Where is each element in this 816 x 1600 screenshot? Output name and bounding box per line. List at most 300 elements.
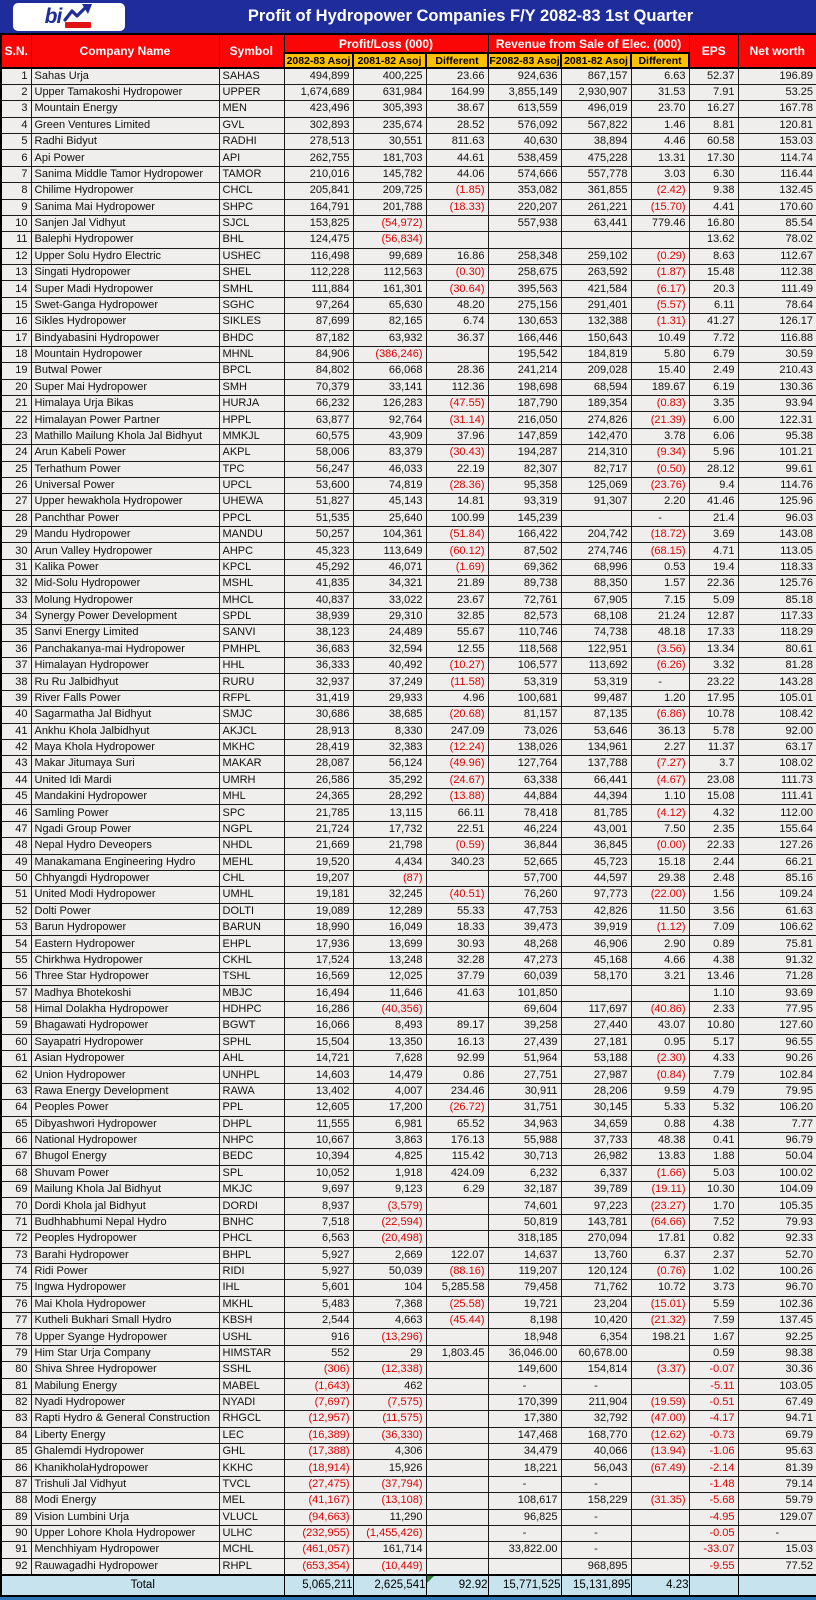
cell-rev-prev: 496,019 [561, 101, 631, 117]
cell-rev-cur: 924,636 [488, 68, 561, 84]
cell-symbol: HPPL [219, 412, 284, 428]
cell-rev-cur: 574,666 [488, 166, 561, 182]
cell-eps: 3.73 [689, 1280, 738, 1296]
cell-networth: 63.17 [738, 739, 816, 755]
cell-sn: 54 [1, 936, 31, 952]
table-row [1, 1394, 816, 1410]
cell-networth: 125.76 [738, 576, 816, 592]
cell-eps: -0.07 [689, 1362, 738, 1378]
cell-rev-prev: 42,826 [561, 903, 631, 919]
cell-profit-cur: (27,475) [284, 1476, 353, 1492]
cell-rev-cur: 51,964 [488, 1051, 561, 1067]
cell-profit-diff: 41.63 [426, 985, 488, 1001]
cell-profit-prev: 11,646 [353, 985, 426, 1001]
cell-company: Himal Dolakha Hydropower [31, 1001, 219, 1017]
cell-networth: 105.35 [738, 1198, 816, 1214]
cell-rev-cur: 241,214 [488, 363, 561, 379]
cell-rev-cur: 19,721 [488, 1296, 561, 1312]
cell-symbol: MEHL [219, 854, 284, 870]
cell-networth: 100.02 [738, 1165, 816, 1181]
cell-networth: 96.70 [738, 1280, 816, 1296]
cell-company: Ghalemdi Hydropower [31, 1444, 219, 1460]
cell-rev-diff: (2.30) [631, 1051, 689, 1067]
table-row [1, 412, 816, 428]
table-row [1, 1296, 816, 1312]
cell-company: National Hydropower [31, 1132, 219, 1148]
cell-profit-cur: 26,586 [284, 772, 353, 788]
cell-networth: 77.52 [738, 1558, 816, 1574]
cell-symbol: TAMOR [219, 166, 284, 182]
subheader-profit-2081-82: 2081-82 Asoj [353, 53, 426, 68]
cell-company: Api Power [31, 150, 219, 166]
table-row [1, 870, 816, 886]
cell-rev-prev: 44,394 [561, 789, 631, 805]
cell-profit-cur: (41,167) [284, 1493, 353, 1509]
table-row [1, 1001, 816, 1017]
cell-rev-prev: 43,001 [561, 821, 631, 837]
cell-symbol: RFPL [219, 690, 284, 706]
cell-symbol: MEN [219, 101, 284, 117]
cell-company: Sayapatri Hydropower [31, 1034, 219, 1050]
cell-rev-diff: 3.03 [631, 166, 689, 182]
cell-rev-cur: 170,399 [488, 1394, 561, 1410]
cell-profit-prev: 4,434 [353, 854, 426, 870]
cell-rev-cur: 138,026 [488, 739, 561, 755]
cell-rev-diff: 1.57 [631, 576, 689, 592]
cell-rev-prev [561, 510, 631, 526]
cell-profit-diff: 424.09 [426, 1165, 488, 1181]
cell-profit-prev: 161,301 [353, 281, 426, 297]
cell-company: Himalayan Power Partner [31, 412, 219, 428]
cell-profit-cur: 21,724 [284, 821, 353, 837]
table-row [1, 1247, 816, 1263]
cell-symbol: HIMSTAR [219, 1345, 284, 1361]
table-row [1, 1476, 816, 1492]
table-row [1, 608, 816, 624]
excel-error-flag-icon [427, 1576, 434, 1583]
cell-rev-cur: 166,446 [488, 330, 561, 346]
cell-profit-prev: (22,594) [353, 1214, 426, 1230]
cell-profit-cur: 5,927 [284, 1263, 353, 1279]
cell-profit-prev: 14,479 [353, 1067, 426, 1083]
cell-symbol: MKJC [219, 1182, 284, 1198]
cell-eps: 2.33 [689, 1001, 738, 1017]
cell-eps: 1.67 [689, 1329, 738, 1345]
cell-sn: 76 [1, 1296, 31, 1312]
cell-company: Sanjen Jal Vidhyut [31, 215, 219, 231]
cell-rev-cur: 118,568 [488, 641, 561, 657]
cell-rev-diff: (64.66) [631, 1214, 689, 1230]
table-row [1, 641, 816, 657]
table-row [1, 1378, 816, 1394]
cell-profit-cur: 87,182 [284, 330, 353, 346]
cell-symbol: NGPL [219, 821, 284, 837]
cell-rev-prev: 60,678.00 [561, 1345, 631, 1361]
cell-sn: 9 [1, 199, 31, 215]
cell-rev-prev: 154,814 [561, 1362, 631, 1378]
cell-profit-diff [426, 1411, 488, 1427]
table-row [1, 1460, 816, 1476]
cell-rev-diff: 1.10 [631, 789, 689, 805]
cell-rev-cur: 110,746 [488, 625, 561, 641]
cell-profit-cur: 36,683 [284, 641, 353, 657]
cell-profit-prev: (13,296) [353, 1329, 426, 1345]
cell-symbol: UMHL [219, 887, 284, 903]
cell-rev-diff: - [631, 674, 689, 690]
cell-profit-prev: 29 [353, 1345, 426, 1361]
table-row [1, 576, 816, 592]
cell-profit-prev: 34,321 [353, 576, 426, 592]
cell-eps: 0.59 [689, 1345, 738, 1361]
cell-sn: 49 [1, 854, 31, 870]
table-row [1, 838, 816, 854]
table-row [1, 690, 816, 706]
cell-rev-diff: 10.72 [631, 1280, 689, 1296]
cell-rev-cur: 17,380 [488, 1411, 561, 1427]
cell-networth: 104.09 [738, 1182, 816, 1198]
cell-symbol: SMJC [219, 707, 284, 723]
cell-sn: 52 [1, 903, 31, 919]
cell-rev-cur: 60,039 [488, 969, 561, 985]
cell-sn: 72 [1, 1231, 31, 1247]
cell-symbol: SPC [219, 805, 284, 821]
table-row [1, 1362, 816, 1378]
cell-eps: -0.51 [689, 1394, 738, 1410]
cell-rev-cur: 33,822.00 [488, 1542, 561, 1558]
cell-rev-diff: (1.66) [631, 1165, 689, 1181]
cell-profit-prev: (56,834) [353, 232, 426, 248]
cell-profit-cur: 51,827 [284, 494, 353, 510]
cell-profit-diff: (11.58) [426, 674, 488, 690]
cell-symbol: AHPC [219, 543, 284, 559]
table-row [1, 1329, 816, 1345]
cell-profit-prev: (87) [353, 870, 426, 886]
cell-networth: 69.79 [738, 1427, 816, 1443]
cell-rev-cur: 69,362 [488, 559, 561, 575]
cell-sn: 31 [1, 559, 31, 575]
cell-networth: 85.16 [738, 870, 816, 886]
cell-eps: 41.46 [689, 494, 738, 510]
cell-profit-prev: 7,628 [353, 1051, 426, 1067]
cell-profit-diff: (13.88) [426, 789, 488, 805]
cell-eps: 4.71 [689, 543, 738, 559]
cell-rev-cur: 557,938 [488, 215, 561, 231]
cell-rev-cur: 576,092 [488, 117, 561, 133]
title-bar [0, 0, 816, 33]
cell-company: Mabilung Energy [31, 1378, 219, 1394]
cell-symbol: VLUCL [219, 1509, 284, 1525]
cell-eps: -1.06 [689, 1444, 738, 1460]
cell-rev-prev: 204,742 [561, 527, 631, 543]
cell-profit-cur: 13,402 [284, 1083, 353, 1099]
cell-rev-cur: - [488, 1378, 561, 1394]
cell-company: Eastern Hydropower [31, 936, 219, 952]
cell-networth: 77.95 [738, 1001, 816, 1017]
cell-profit-prev: 181,703 [353, 150, 426, 166]
cell-rev-prev: 30,145 [561, 1100, 631, 1116]
cell-rev-cur: 57,700 [488, 870, 561, 886]
cell-profit-prev: 113,649 [353, 543, 426, 559]
cell-eps: 13.62 [689, 232, 738, 248]
cell-rev-diff: (19.11) [631, 1182, 689, 1198]
cell-sn: 89 [1, 1509, 31, 1525]
cell-rev-diff: 6.37 [631, 1247, 689, 1263]
cell-rev-prev: 58,170 [561, 969, 631, 985]
cell-networth: 95.63 [738, 1444, 816, 1460]
cell-sn: 35 [1, 625, 31, 641]
cell-networth: 106.62 [738, 920, 816, 936]
cell-company: Barun Hydropower [31, 920, 219, 936]
cell-eps: 16.80 [689, 215, 738, 231]
cell-sn: 61 [1, 1051, 31, 1067]
cell-rev-diff: (0.84) [631, 1067, 689, 1083]
cell-profit-prev: 63,932 [353, 330, 426, 346]
cell-symbol: SPL [219, 1165, 284, 1181]
cell-symbol: DOLTI [219, 903, 284, 919]
cell-rev-cur: 47,273 [488, 952, 561, 968]
cell-company: Three Star Hydropower [31, 969, 219, 985]
cell-sn: 58 [1, 1001, 31, 1017]
cell-sn: 14 [1, 281, 31, 297]
cell-rev-diff: (0.29) [631, 248, 689, 264]
cell-company: Union Hydropower [31, 1067, 219, 1083]
cell-networth: 7.77 [738, 1116, 816, 1132]
cell-sn: 29 [1, 527, 31, 543]
cell-networth: 114.76 [738, 477, 816, 493]
cell-profit-prev: 24,489 [353, 625, 426, 641]
cell-networth: 210.43 [738, 363, 816, 379]
cell-sn: 36 [1, 641, 31, 657]
table-row [1, 1231, 816, 1247]
cell-rev-prev: 6,337 [561, 1165, 631, 1181]
cell-rev-prev: 134,961 [561, 739, 631, 755]
cell-rev-cur: 32,187 [488, 1182, 561, 1198]
cell-profit-prev: 15,926 [353, 1460, 426, 1476]
table-row [1, 527, 816, 543]
cell-company: Ru Ru Jalbidhyut [31, 674, 219, 690]
cell-symbol: TSHL [219, 969, 284, 985]
table-row [1, 756, 816, 772]
cell-sn: 68 [1, 1165, 31, 1181]
cell-rev-prev: 150,643 [561, 330, 631, 346]
cell-sn: 20 [1, 379, 31, 395]
cell-networth: 143.08 [738, 527, 816, 543]
cell-rev-diff: (0.00) [631, 838, 689, 854]
cell-networth: 114.74 [738, 150, 816, 166]
cell-company: Chhyangdi Hydropower [31, 870, 219, 886]
cell-profit-prev: 104,361 [353, 527, 426, 543]
cell-networth: 101.21 [738, 445, 816, 461]
cell-rev-diff: 43.07 [631, 1018, 689, 1034]
cell-symbol: AKPL [219, 445, 284, 461]
cell-networth: 132.45 [738, 183, 816, 199]
cell-profit-prev: 32,245 [353, 887, 426, 903]
header-sn: S.N. [1, 34, 31, 68]
table-row [1, 510, 816, 526]
cell-networth: 127.26 [738, 838, 816, 854]
cell-rev-cur: 87,502 [488, 543, 561, 559]
cell-rev-cur: 147,859 [488, 428, 561, 444]
cell-rev-prev: 189,354 [561, 396, 631, 412]
cell-rev-cur: 106,577 [488, 658, 561, 674]
cell-rev-prev: 45,723 [561, 854, 631, 870]
cell-eps: 2.35 [689, 821, 738, 837]
table-row [1, 166, 816, 182]
table-row [1, 314, 816, 330]
cell-rev-prev: 557,778 [561, 166, 631, 182]
cell-rev-diff: (68.15) [631, 543, 689, 559]
cell-symbol: UHEWA [219, 494, 284, 510]
cell-eps: 6.11 [689, 297, 738, 313]
cell-eps: 15.48 [689, 265, 738, 281]
cell-symbol: AHL [219, 1051, 284, 1067]
table-row [1, 1149, 816, 1165]
cell-profit-cur: 19,181 [284, 887, 353, 903]
table-row [1, 969, 816, 985]
cell-rev-prev: 13,760 [561, 1247, 631, 1263]
cell-company: Bhagawati Hydropower [31, 1018, 219, 1034]
cell-rev-prev: 142,470 [561, 428, 631, 444]
logo-red-mark [65, 22, 91, 28]
cell-profit-cur: 6,563 [284, 1231, 353, 1247]
cell-profit-prev: 4,007 [353, 1083, 426, 1099]
cell-rev-cur: 72,761 [488, 592, 561, 608]
table-row [1, 68, 816, 84]
cell-symbol: RURU [219, 674, 284, 690]
cell-profit-cur: 38,123 [284, 625, 353, 641]
cell-sn: 88 [1, 1493, 31, 1509]
cell-rev-cur: 89,738 [488, 576, 561, 592]
cell-rev-diff: (19.59) [631, 1394, 689, 1410]
cell-sn: 41 [1, 723, 31, 739]
cell-symbol: USHEC [219, 248, 284, 264]
cell-networth: 92.33 [738, 1231, 816, 1247]
cell-symbol: RHGCL [219, 1411, 284, 1427]
cell-symbol: TPC [219, 461, 284, 477]
cell-rev-cur: 145,239 [488, 510, 561, 526]
cell-sn: 5 [1, 134, 31, 150]
cell-profit-diff [426, 232, 488, 248]
cell-rev-cur: 187,790 [488, 396, 561, 412]
cell-rev-diff: 6.63 [631, 68, 689, 84]
cell-profit-diff: (49.96) [426, 756, 488, 772]
cell-profit-diff [426, 346, 488, 362]
cell-rev-prev: 6,354 [561, 1329, 631, 1345]
cell-profit-cur: 2,544 [284, 1313, 353, 1329]
cell-networth: 125.96 [738, 494, 816, 510]
cell-sn: 69 [1, 1182, 31, 1198]
cell-rev-cur: 79,458 [488, 1280, 561, 1296]
table-row [1, 920, 816, 936]
cell-rev-prev: 475,228 [561, 150, 631, 166]
subheader-profit-different: Different [426, 53, 488, 68]
cell-profit-prev: 46,033 [353, 461, 426, 477]
cell-sn: 46 [1, 805, 31, 821]
cell-networth: 95.38 [738, 428, 816, 444]
cell-rev-cur: 195,542 [488, 346, 561, 362]
cell-company: Budhhabhumi Nepal Hydro [31, 1214, 219, 1230]
hydropower-table [0, 33, 816, 1597]
cell-profit-diff: (60.12) [426, 543, 488, 559]
cell-eps: 1.88 [689, 1149, 738, 1165]
cell-profit-cur: 494,899 [284, 68, 353, 84]
cell-networth: 102.36 [738, 1296, 816, 1312]
cell-eps: 7.79 [689, 1067, 738, 1083]
cell-rev-cur: 46,224 [488, 821, 561, 837]
page-title: Profit of Hydropower Companies F/Y 2082-83 1st Quarter [247, 7, 694, 25]
cell-symbol: KKHC [219, 1460, 284, 1476]
cell-symbol: MEL [219, 1493, 284, 1509]
cell-profit-prev: (12,338) [353, 1362, 426, 1378]
cell-company: Molung Hydropower [31, 592, 219, 608]
cell-eps: 2.44 [689, 854, 738, 870]
cell-rev-cur: 101,850 [488, 985, 561, 1001]
cell-rev-cur: 353,082 [488, 183, 561, 199]
cell-sn: 64 [1, 1100, 31, 1116]
cell-rev-prev: - [561, 1509, 631, 1525]
cell-rev-cur: 39,258 [488, 1018, 561, 1034]
cell-rev-prev: 46,906 [561, 936, 631, 952]
cell-sn: 55 [1, 952, 31, 968]
cell-sn: 57 [1, 985, 31, 1001]
cell-profit-diff: 92.99 [426, 1051, 488, 1067]
cell-profit-cur: 5,601 [284, 1280, 353, 1296]
cell-rev-diff: 5.33 [631, 1100, 689, 1116]
cell-profit-diff: 340.23 [426, 854, 488, 870]
cell-networth: 96.03 [738, 510, 816, 526]
cell-networth: 96.55 [738, 1034, 816, 1050]
cell-rev-diff [631, 232, 689, 248]
cell-company: Mandu Hydropower [31, 527, 219, 543]
cell-profit-diff: 18.33 [426, 920, 488, 936]
cell-profit-diff: 112.36 [426, 379, 488, 395]
cell-sn: 23 [1, 428, 31, 444]
cell-rev-diff: 29.38 [631, 870, 689, 886]
cell-eps: 2.49 [689, 363, 738, 379]
cell-rev-diff: 10.49 [631, 330, 689, 346]
cell-eps: 22.33 [689, 838, 738, 854]
cell-rev-prev: - [561, 1542, 631, 1558]
cell-rev-cur: 82,573 [488, 608, 561, 624]
cell-profit-cur: 205,841 [284, 183, 353, 199]
cell-company: Samling Power [31, 805, 219, 821]
cell-profit-cur: 16,286 [284, 1001, 353, 1017]
cell-sn: 66 [1, 1132, 31, 1148]
cell-profit-cur: (232,955) [284, 1525, 353, 1541]
cell-networth: 61.63 [738, 903, 816, 919]
cell-rev-prev: 270,094 [561, 1231, 631, 1247]
cell-networth: 155.64 [738, 821, 816, 837]
cell-rev-cur: 119,207 [488, 1263, 561, 1279]
cell-profit-cur: 16,569 [284, 969, 353, 985]
cell-profit-prev: (1,455,426) [353, 1525, 426, 1541]
cell-rev-prev: 26,982 [561, 1149, 631, 1165]
cell-profit-cur: (7,697) [284, 1394, 353, 1410]
cell-profit-cur: 9,697 [284, 1182, 353, 1198]
cell-rev-diff: (1.31) [631, 314, 689, 330]
cell-networth: 103.05 [738, 1378, 816, 1394]
cell-company: Liberty Energy [31, 1427, 219, 1443]
table-row [1, 1051, 816, 1067]
cell-symbol: DORDI [219, 1198, 284, 1214]
cell-profit-diff: 28.36 [426, 363, 488, 379]
cell-rev-prev: 214,310 [561, 445, 631, 461]
cell-rev-prev: 68,594 [561, 379, 631, 395]
cell-profit-diff [426, 1542, 488, 1558]
cell-profit-diff: (40.51) [426, 887, 488, 903]
cell-networth: 81.39 [738, 1460, 816, 1476]
cell-profit-prev: 65,630 [353, 297, 426, 313]
